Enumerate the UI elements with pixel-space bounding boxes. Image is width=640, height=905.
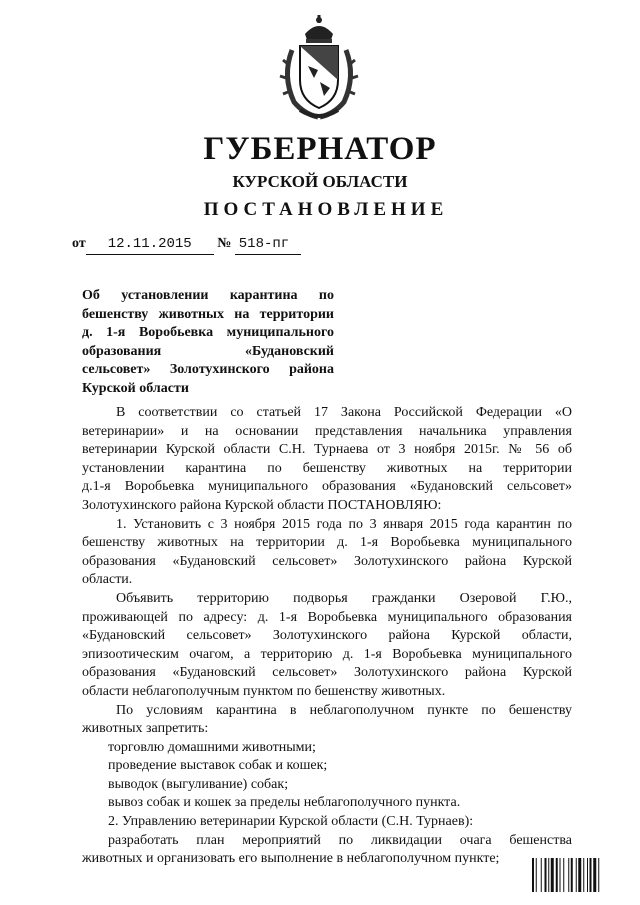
subject-line: Курской области bbox=[82, 380, 189, 396]
barcode bbox=[532, 858, 624, 892]
document-body bbox=[82, 404, 572, 869]
date-number-line bbox=[72, 234, 301, 254]
document-subject bbox=[82, 287, 334, 399]
document-type-heading: ПОСТАНОВЛЕНИЕ bbox=[203, 199, 449, 220]
body-line: животных запретить: bbox=[82, 721, 209, 737]
subject-line: сельсовет» Золотухинского района bbox=[82, 362, 334, 378]
body-line: ветеринарии Курской области С.Н. Турнаева от 3 ноября 2015г. № 56 об bbox=[82, 442, 572, 458]
body-line: эпизоотическим очагом, а территорию д. 1-я Воробьевка муниципального bbox=[82, 646, 572, 662]
body-line: животных и организовать его выполнение в неблагополучном пункте; bbox=[82, 851, 500, 867]
document-date: 12.11.2015 bbox=[86, 234, 214, 255]
body-line: разработать план мероприятий по ликвидации очага бешенства bbox=[108, 832, 572, 848]
body-line: 2. Управлению ветеринарии Курской области (С.Н. Турнаев): bbox=[108, 814, 474, 830]
body-line: установлении карантина по бешенству животных на территории bbox=[82, 460, 572, 476]
body-line: области неблагополучным пунктом по бешенству животных. bbox=[82, 683, 446, 699]
body-line: ветеринарии» и на основании представления начальника управления bbox=[82, 423, 572, 439]
body-line: проведение выставок собак и кошек; bbox=[108, 758, 328, 774]
body-line: выводок (выгуливание) собак; bbox=[108, 776, 289, 792]
subject-line: бешенству животных на территории bbox=[82, 306, 334, 322]
body-line: бешенству животных на территории д. 1-я Воробьевка муниципального bbox=[82, 535, 572, 551]
subject-line: образования «Будановский bbox=[82, 343, 334, 359]
region-subtitle: КУРСКОЙ ОБЛАСТИ bbox=[232, 172, 408, 191]
body-line: вывоз собак и кошек за пределы неблагополучного пункта. bbox=[108, 795, 461, 811]
body-line: Объявить территорию подворья гражданки Озеровой Г.Ю., bbox=[116, 590, 572, 606]
body-line: «Будановский сельсовет» Золотухинского района Курской области, bbox=[82, 628, 572, 644]
number-label: № bbox=[217, 236, 232, 251]
body-line: 1. Установить с 3 ноября 2015 года по 3 января 2015 года карантин по bbox=[116, 516, 572, 532]
date-label: от bbox=[72, 236, 86, 251]
coat-of-arms-emblem bbox=[278, 14, 360, 120]
body-line: образования «Будановский сельсовет» Золотухинского района Курской bbox=[82, 553, 572, 569]
body-line: проживающей по адресу: д. 1-я Воробьевка муниципального образования bbox=[82, 609, 572, 625]
document-number: 518-пг bbox=[235, 234, 301, 255]
body-line: образования «Будановский сельсовет» Золотухинского района Курской bbox=[82, 665, 572, 681]
body-line: По условиям карантина в неблагополучном пункте по бешенству bbox=[116, 702, 572, 718]
body-line: Золотухинского района Курской области ПОСТАНОВЛЯЮ: bbox=[82, 497, 442, 513]
body-line: торговлю домашними животными; bbox=[108, 739, 316, 755]
subject-line: д. 1-я Воробьевка муниципального bbox=[82, 325, 334, 341]
body-line: области. bbox=[82, 572, 133, 588]
governor-title: ГУБЕРНАТОР bbox=[203, 131, 437, 167]
body-line: д.1-я Воробьевка муниципального образования «Будановский сельсовет» bbox=[82, 479, 572, 495]
subject-line: Об установлении карантина по bbox=[82, 288, 334, 303]
body-line: В соответствии со статьей 17 Закона Российской Федерации «О bbox=[116, 405, 572, 420]
